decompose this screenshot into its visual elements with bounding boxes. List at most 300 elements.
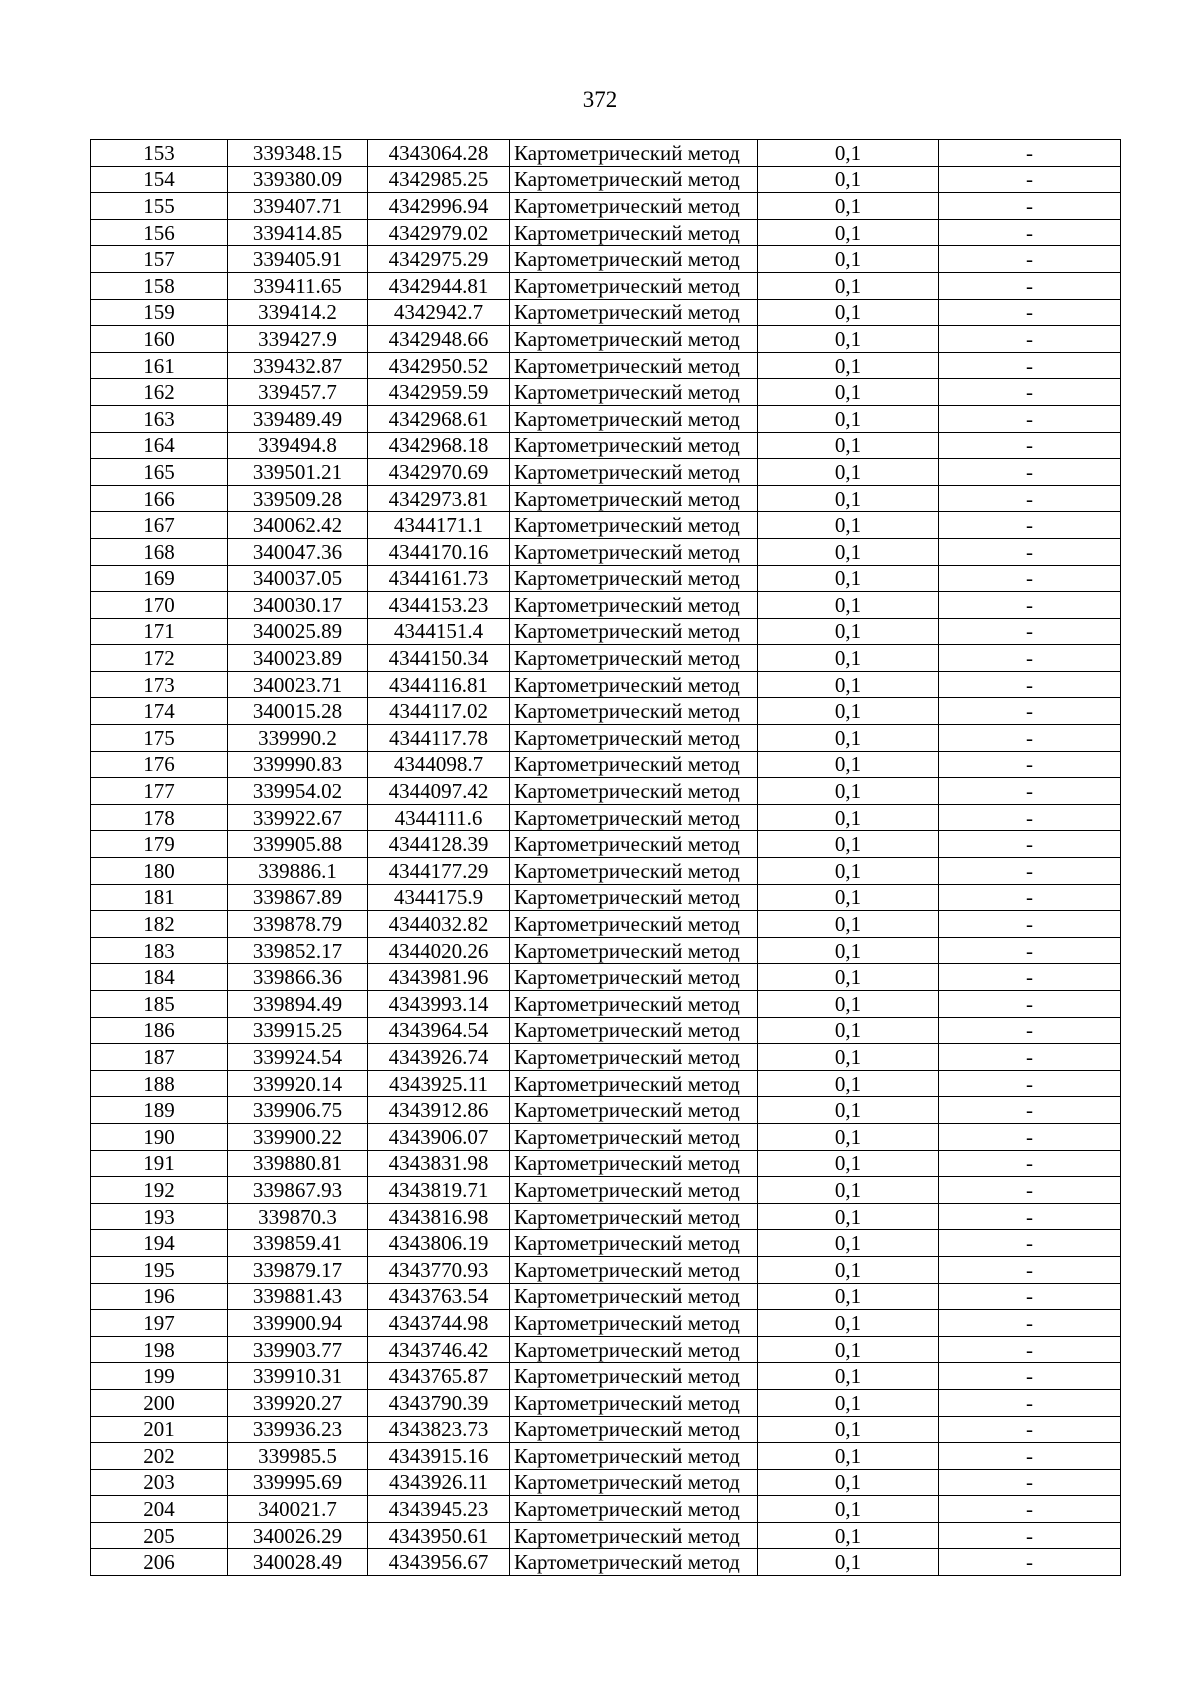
method-cell: Картометрический метод (510, 1469, 758, 1496)
method-cell: Картометрический метод (510, 1150, 758, 1177)
note-cell: - (939, 166, 1121, 193)
note-cell: - (939, 1522, 1121, 1549)
y-coordinate-cell: 4342970.69 (368, 459, 510, 486)
method-cell: Картометрический метод (510, 1283, 758, 1310)
table-row (91, 379, 1121, 406)
accuracy-cell: 0,1 (758, 698, 939, 725)
x-coordinate-cell: 339427.9 (228, 326, 368, 353)
y-coordinate-cell: 4343925.11 (368, 1070, 510, 1097)
point-number-cell: 200 (91, 1389, 228, 1416)
accuracy-cell: 0,1 (758, 804, 939, 831)
table-row (91, 485, 1121, 512)
x-coordinate-cell: 339886.1 (228, 858, 368, 885)
x-coordinate-cell: 339990.83 (228, 751, 368, 778)
note-cell: - (939, 937, 1121, 964)
y-coordinate-cell: 4342944.81 (368, 272, 510, 299)
x-coordinate-cell: 340021.7 (228, 1496, 368, 1523)
point-number-cell: 161 (91, 352, 228, 379)
x-coordinate-cell: 339990.2 (228, 725, 368, 752)
method-cell: Картометрический метод (510, 1230, 758, 1257)
x-coordinate-cell: 339870.3 (228, 1203, 368, 1230)
y-coordinate-cell: 4343823.73 (368, 1416, 510, 1443)
note-cell: - (939, 778, 1121, 805)
table-row (91, 1389, 1121, 1416)
note-cell: - (939, 432, 1121, 459)
point-number-cell: 204 (91, 1496, 228, 1523)
y-coordinate-cell: 4342948.66 (368, 326, 510, 353)
y-coordinate-cell: 4343950.61 (368, 1522, 510, 1549)
x-coordinate-cell: 339903.77 (228, 1336, 368, 1363)
note-cell: - (939, 1150, 1121, 1177)
accuracy-cell: 0,1 (758, 964, 939, 991)
accuracy-cell: 0,1 (758, 1097, 939, 1124)
y-coordinate-cell: 4343926.11 (368, 1469, 510, 1496)
x-coordinate-cell: 339880.81 (228, 1150, 368, 1177)
accuracy-cell: 0,1 (758, 1416, 939, 1443)
x-coordinate-cell: 339879.17 (228, 1256, 368, 1283)
x-coordinate-cell: 339866.36 (228, 964, 368, 991)
y-coordinate-cell: 4343763.54 (368, 1283, 510, 1310)
x-coordinate-cell: 339457.7 (228, 379, 368, 406)
method-cell: Картометрический метод (510, 618, 758, 645)
y-coordinate-cell: 4343906.07 (368, 1123, 510, 1150)
method-cell: Картометрический метод (510, 1522, 758, 1549)
y-coordinate-cell: 4344111.6 (368, 804, 510, 831)
point-number-cell: 159 (91, 299, 228, 326)
point-number-cell: 192 (91, 1177, 228, 1204)
method-cell: Картометрический метод (510, 272, 758, 299)
note-cell: - (939, 1443, 1121, 1470)
x-coordinate-cell: 339910.31 (228, 1363, 368, 1390)
point-number-cell: 181 (91, 884, 228, 911)
y-coordinate-cell: 4343926.74 (368, 1044, 510, 1071)
method-cell: Картометрический метод (510, 193, 758, 220)
method-cell: Картометрический метод (510, 1017, 758, 1044)
y-coordinate-cell: 4343744.98 (368, 1310, 510, 1337)
point-number-cell: 165 (91, 459, 228, 486)
method-cell: Картометрический метод (510, 671, 758, 698)
method-cell: Картометрический метод (510, 1363, 758, 1390)
note-cell: - (939, 512, 1121, 539)
y-coordinate-cell: 4343993.14 (368, 991, 510, 1018)
x-coordinate-cell: 339920.14 (228, 1070, 368, 1097)
accuracy-cell: 0,1 (758, 326, 939, 353)
note-cell: - (939, 1496, 1121, 1523)
accuracy-cell: 0,1 (758, 592, 939, 619)
method-cell: Картометрический метод (510, 858, 758, 885)
note-cell: - (939, 140, 1121, 167)
table-row (91, 831, 1121, 858)
note-cell: - (939, 405, 1121, 432)
note-cell: - (939, 272, 1121, 299)
table-row (91, 1283, 1121, 1310)
table-row (91, 512, 1121, 539)
point-number-cell: 190 (91, 1123, 228, 1150)
table-row (91, 592, 1121, 619)
x-coordinate-cell: 339852.17 (228, 937, 368, 964)
x-coordinate-cell: 340037.05 (228, 565, 368, 592)
x-coordinate-cell: 339915.25 (228, 1017, 368, 1044)
x-coordinate-cell: 339501.21 (228, 459, 368, 486)
method-cell: Картометрический метод (510, 1549, 758, 1576)
x-coordinate-cell: 339509.28 (228, 485, 368, 512)
y-coordinate-cell: 4342996.94 (368, 193, 510, 220)
point-number-cell: 174 (91, 698, 228, 725)
table-row (91, 1443, 1121, 1470)
table-row (91, 1549, 1121, 1576)
point-number-cell: 163 (91, 405, 228, 432)
x-coordinate-cell: 339900.22 (228, 1123, 368, 1150)
y-coordinate-cell: 4344177.29 (368, 858, 510, 885)
method-cell: Картометрический метод (510, 698, 758, 725)
y-coordinate-cell: 4343945.23 (368, 1496, 510, 1523)
point-number-cell: 175 (91, 725, 228, 752)
point-number-cell: 197 (91, 1310, 228, 1337)
accuracy-cell: 0,1 (758, 1363, 939, 1390)
point-number-cell: 157 (91, 246, 228, 273)
method-cell: Картометрический метод (510, 405, 758, 432)
method-cell: Картометрический метод (510, 246, 758, 273)
method-cell: Картометрический метод (510, 379, 758, 406)
x-coordinate-cell: 339920.27 (228, 1389, 368, 1416)
point-number-cell: 156 (91, 219, 228, 246)
y-coordinate-cell: 4342985.25 (368, 166, 510, 193)
x-coordinate-cell: 339995.69 (228, 1469, 368, 1496)
method-cell: Картометрический метод (510, 1256, 758, 1283)
x-coordinate-cell: 339878.79 (228, 911, 368, 938)
accuracy-cell: 0,1 (758, 1389, 939, 1416)
accuracy-cell: 0,1 (758, 512, 939, 539)
point-number-cell: 162 (91, 379, 228, 406)
note-cell: - (939, 1044, 1121, 1071)
accuracy-cell: 0,1 (758, 1070, 939, 1097)
accuracy-cell: 0,1 (758, 858, 939, 885)
table-row (91, 725, 1121, 752)
table-row (91, 565, 1121, 592)
y-coordinate-cell: 4344153.23 (368, 592, 510, 619)
point-number-cell: 199 (91, 1363, 228, 1390)
y-coordinate-cell: 4343915.16 (368, 1443, 510, 1470)
accuracy-cell: 0,1 (758, 1310, 939, 1337)
x-coordinate-cell: 339414.85 (228, 219, 368, 246)
accuracy-cell: 0,1 (758, 1256, 939, 1283)
note-cell: - (939, 991, 1121, 1018)
table-row (91, 751, 1121, 778)
note-cell: - (939, 1416, 1121, 1443)
accuracy-cell: 0,1 (758, 1443, 939, 1470)
point-number-cell: 185 (91, 991, 228, 1018)
accuracy-cell: 0,1 (758, 937, 939, 964)
table-row (91, 1070, 1121, 1097)
method-cell: Картометрический метод (510, 166, 758, 193)
y-coordinate-cell: 4343912.86 (368, 1097, 510, 1124)
method-cell: Картометрический метод (510, 991, 758, 1018)
point-number-cell: 167 (91, 512, 228, 539)
table-row (91, 1416, 1121, 1443)
accuracy-cell: 0,1 (758, 1496, 939, 1523)
table-row (91, 246, 1121, 273)
note-cell: - (939, 645, 1121, 672)
point-number-cell: 183 (91, 937, 228, 964)
y-coordinate-cell: 4344170.16 (368, 538, 510, 565)
accuracy-cell: 0,1 (758, 1283, 939, 1310)
x-coordinate-cell: 339407.71 (228, 193, 368, 220)
point-number-cell: 166 (91, 485, 228, 512)
table-row (91, 1363, 1121, 1390)
note-cell: - (939, 858, 1121, 885)
table-row (91, 698, 1121, 725)
note-cell: - (939, 1230, 1121, 1257)
point-number-cell: 201 (91, 1416, 228, 1443)
accuracy-cell: 0,1 (758, 459, 939, 486)
method-cell: Картометрический метод (510, 352, 758, 379)
accuracy-cell: 0,1 (758, 1044, 939, 1071)
x-coordinate-cell: 339405.91 (228, 246, 368, 273)
note-cell: - (939, 592, 1121, 619)
page-number: 372 (582, 87, 618, 112)
method-cell: Картометрический метод (510, 751, 758, 778)
note-cell: - (939, 1469, 1121, 1496)
table-row (91, 140, 1121, 167)
accuracy-cell: 0,1 (758, 352, 939, 379)
point-number-cell: 187 (91, 1044, 228, 1071)
note-cell: - (939, 804, 1121, 831)
accuracy-cell: 0,1 (758, 725, 939, 752)
method-cell: Картометрический метод (510, 1389, 758, 1416)
table-row (91, 884, 1121, 911)
point-number-cell: 155 (91, 193, 228, 220)
y-coordinate-cell: 4342979.02 (368, 219, 510, 246)
x-coordinate-cell: 339954.02 (228, 778, 368, 805)
x-coordinate-cell: 339859.41 (228, 1230, 368, 1257)
method-cell: Картометрический метод (510, 459, 758, 486)
y-coordinate-cell: 4343790.39 (368, 1389, 510, 1416)
table-row (91, 911, 1121, 938)
method-cell: Картометрический метод (510, 884, 758, 911)
accuracy-cell: 0,1 (758, 538, 939, 565)
x-coordinate-cell: 339494.8 (228, 432, 368, 459)
point-number-cell: 179 (91, 831, 228, 858)
point-number-cell: 193 (91, 1203, 228, 1230)
y-coordinate-cell: 4344020.26 (368, 937, 510, 964)
accuracy-cell: 0,1 (758, 1230, 939, 1257)
note-cell: - (939, 1336, 1121, 1363)
note-cell: - (939, 1256, 1121, 1283)
point-number-cell: 172 (91, 645, 228, 672)
table-row (91, 618, 1121, 645)
table-row (91, 1496, 1121, 1523)
point-number-cell: 160 (91, 326, 228, 353)
accuracy-cell: 0,1 (758, 751, 939, 778)
point-number-cell: 184 (91, 964, 228, 991)
table-row (91, 1150, 1121, 1177)
y-coordinate-cell: 4344116.81 (368, 671, 510, 698)
method-cell: Картометрический метод (510, 1336, 758, 1363)
point-number-cell: 168 (91, 538, 228, 565)
method-cell: Картометрический метод (510, 1416, 758, 1443)
table-row (91, 352, 1121, 379)
table-row (91, 991, 1121, 1018)
point-number-cell: 206 (91, 1549, 228, 1576)
table-row (91, 432, 1121, 459)
x-coordinate-cell: 340015.28 (228, 698, 368, 725)
note-cell: - (939, 618, 1121, 645)
accuracy-cell: 0,1 (758, 618, 939, 645)
x-coordinate-cell: 340028.49 (228, 1549, 368, 1576)
x-coordinate-cell: 339489.49 (228, 405, 368, 432)
point-number-cell: 205 (91, 1522, 228, 1549)
x-coordinate-cell: 339906.75 (228, 1097, 368, 1124)
x-coordinate-cell: 340030.17 (228, 592, 368, 619)
accuracy-cell: 0,1 (758, 193, 939, 220)
accuracy-cell: 0,1 (758, 991, 939, 1018)
y-coordinate-cell: 4342973.81 (368, 485, 510, 512)
accuracy-cell: 0,1 (758, 246, 939, 273)
accuracy-cell: 0,1 (758, 1203, 939, 1230)
note-cell: - (939, 219, 1121, 246)
x-coordinate-cell: 339867.93 (228, 1177, 368, 1204)
y-coordinate-cell: 4344097.42 (368, 778, 510, 805)
accuracy-cell: 0,1 (758, 379, 939, 406)
point-number-cell: 196 (91, 1283, 228, 1310)
method-cell: Картометрический метод (510, 432, 758, 459)
y-coordinate-cell: 4343746.42 (368, 1336, 510, 1363)
method-cell: Картометрический метод (510, 1310, 758, 1337)
note-cell: - (939, 246, 1121, 273)
method-cell: Картометрический метод (510, 592, 758, 619)
table-row (91, 1044, 1121, 1071)
table-row (91, 1017, 1121, 1044)
method-cell: Картометрический метод (510, 911, 758, 938)
y-coordinate-cell: 4343806.19 (368, 1230, 510, 1257)
note-cell: - (939, 964, 1121, 991)
x-coordinate-cell: 340023.71 (228, 671, 368, 698)
method-cell: Картометрический метод (510, 831, 758, 858)
y-coordinate-cell: 4344151.4 (368, 618, 510, 645)
table-row (91, 671, 1121, 698)
accuracy-cell: 0,1 (758, 778, 939, 805)
x-coordinate-cell: 339432.87 (228, 352, 368, 379)
point-number-cell: 177 (91, 778, 228, 805)
table-row (91, 299, 1121, 326)
note-cell: - (939, 1283, 1121, 1310)
y-coordinate-cell: 4343956.67 (368, 1549, 510, 1576)
table-row (91, 1310, 1121, 1337)
note-cell: - (939, 1123, 1121, 1150)
note-cell: - (939, 485, 1121, 512)
y-coordinate-cell: 4344150.34 (368, 645, 510, 672)
accuracy-cell: 0,1 (758, 1336, 939, 1363)
method-cell: Картометрический метод (510, 1123, 758, 1150)
method-cell: Картометрический метод (510, 485, 758, 512)
note-cell: - (939, 299, 1121, 326)
note-cell: - (939, 1070, 1121, 1097)
method-cell: Картометрический метод (510, 1044, 758, 1071)
point-number-cell: 170 (91, 592, 228, 619)
accuracy-cell: 0,1 (758, 671, 939, 698)
point-number-cell: 176 (91, 751, 228, 778)
note-cell: - (939, 1097, 1121, 1124)
table-row (91, 326, 1121, 353)
method-cell: Картометрический метод (510, 219, 758, 246)
y-coordinate-cell: 4344175.9 (368, 884, 510, 911)
y-coordinate-cell: 4343819.71 (368, 1177, 510, 1204)
method-cell: Картометрический метод (510, 538, 758, 565)
table-row (91, 1336, 1121, 1363)
y-coordinate-cell: 4342968.61 (368, 405, 510, 432)
x-coordinate-cell: 339985.5 (228, 1443, 368, 1470)
point-number-cell: 180 (91, 858, 228, 885)
table-row (91, 964, 1121, 991)
point-number-cell: 195 (91, 1256, 228, 1283)
table-row (91, 1469, 1121, 1496)
table-row (91, 937, 1121, 964)
method-cell: Картометрический метод (510, 140, 758, 167)
x-coordinate-cell: 339922.67 (228, 804, 368, 831)
y-coordinate-cell: 4343816.98 (368, 1203, 510, 1230)
y-coordinate-cell: 4343765.87 (368, 1363, 510, 1390)
x-coordinate-cell: 339348.15 (228, 140, 368, 167)
y-coordinate-cell: 4342968.18 (368, 432, 510, 459)
table-row (91, 1203, 1121, 1230)
note-cell: - (939, 459, 1121, 486)
x-coordinate-cell: 339905.88 (228, 831, 368, 858)
point-number-cell: 186 (91, 1017, 228, 1044)
accuracy-cell: 0,1 (758, 1150, 939, 1177)
note-cell: - (939, 831, 1121, 858)
coordinates-table (90, 139, 1121, 1576)
y-coordinate-cell: 4342950.52 (368, 352, 510, 379)
method-cell: Картометрический метод (510, 565, 758, 592)
x-coordinate-cell: 339900.94 (228, 1310, 368, 1337)
method-cell: Картометрический метод (510, 1203, 758, 1230)
coordinates-table-body (91, 140, 1121, 1576)
method-cell: Картометрический метод (510, 1496, 758, 1523)
table-row (91, 405, 1121, 432)
accuracy-cell: 0,1 (758, 565, 939, 592)
table-row (91, 219, 1121, 246)
point-number-cell: 191 (91, 1150, 228, 1177)
method-cell: Картометрический метод (510, 645, 758, 672)
y-coordinate-cell: 4343981.96 (368, 964, 510, 991)
note-cell: - (939, 725, 1121, 752)
table-row (91, 459, 1121, 486)
point-number-cell: 154 (91, 166, 228, 193)
table-row (91, 193, 1121, 220)
x-coordinate-cell: 340062.42 (228, 512, 368, 539)
note-cell: - (939, 884, 1121, 911)
point-number-cell: 203 (91, 1469, 228, 1496)
table-row (91, 1097, 1121, 1124)
x-coordinate-cell: 340025.89 (228, 618, 368, 645)
point-number-cell: 158 (91, 272, 228, 299)
accuracy-cell: 0,1 (758, 299, 939, 326)
table-row (91, 645, 1121, 672)
method-cell: Картометрический метод (510, 1177, 758, 1204)
method-cell: Картометрический метод (510, 778, 758, 805)
note-cell: - (939, 1389, 1121, 1416)
table-row (91, 778, 1121, 805)
method-cell: Картометрический метод (510, 804, 758, 831)
x-coordinate-cell: 339881.43 (228, 1283, 368, 1310)
note-cell: - (939, 1310, 1121, 1337)
method-cell: Картометрический метод (510, 299, 758, 326)
note-cell: - (939, 352, 1121, 379)
point-number-cell: 153 (91, 140, 228, 167)
method-cell: Картометрический метод (510, 512, 758, 539)
point-number-cell: 194 (91, 1230, 228, 1257)
x-coordinate-cell: 339414.2 (228, 299, 368, 326)
